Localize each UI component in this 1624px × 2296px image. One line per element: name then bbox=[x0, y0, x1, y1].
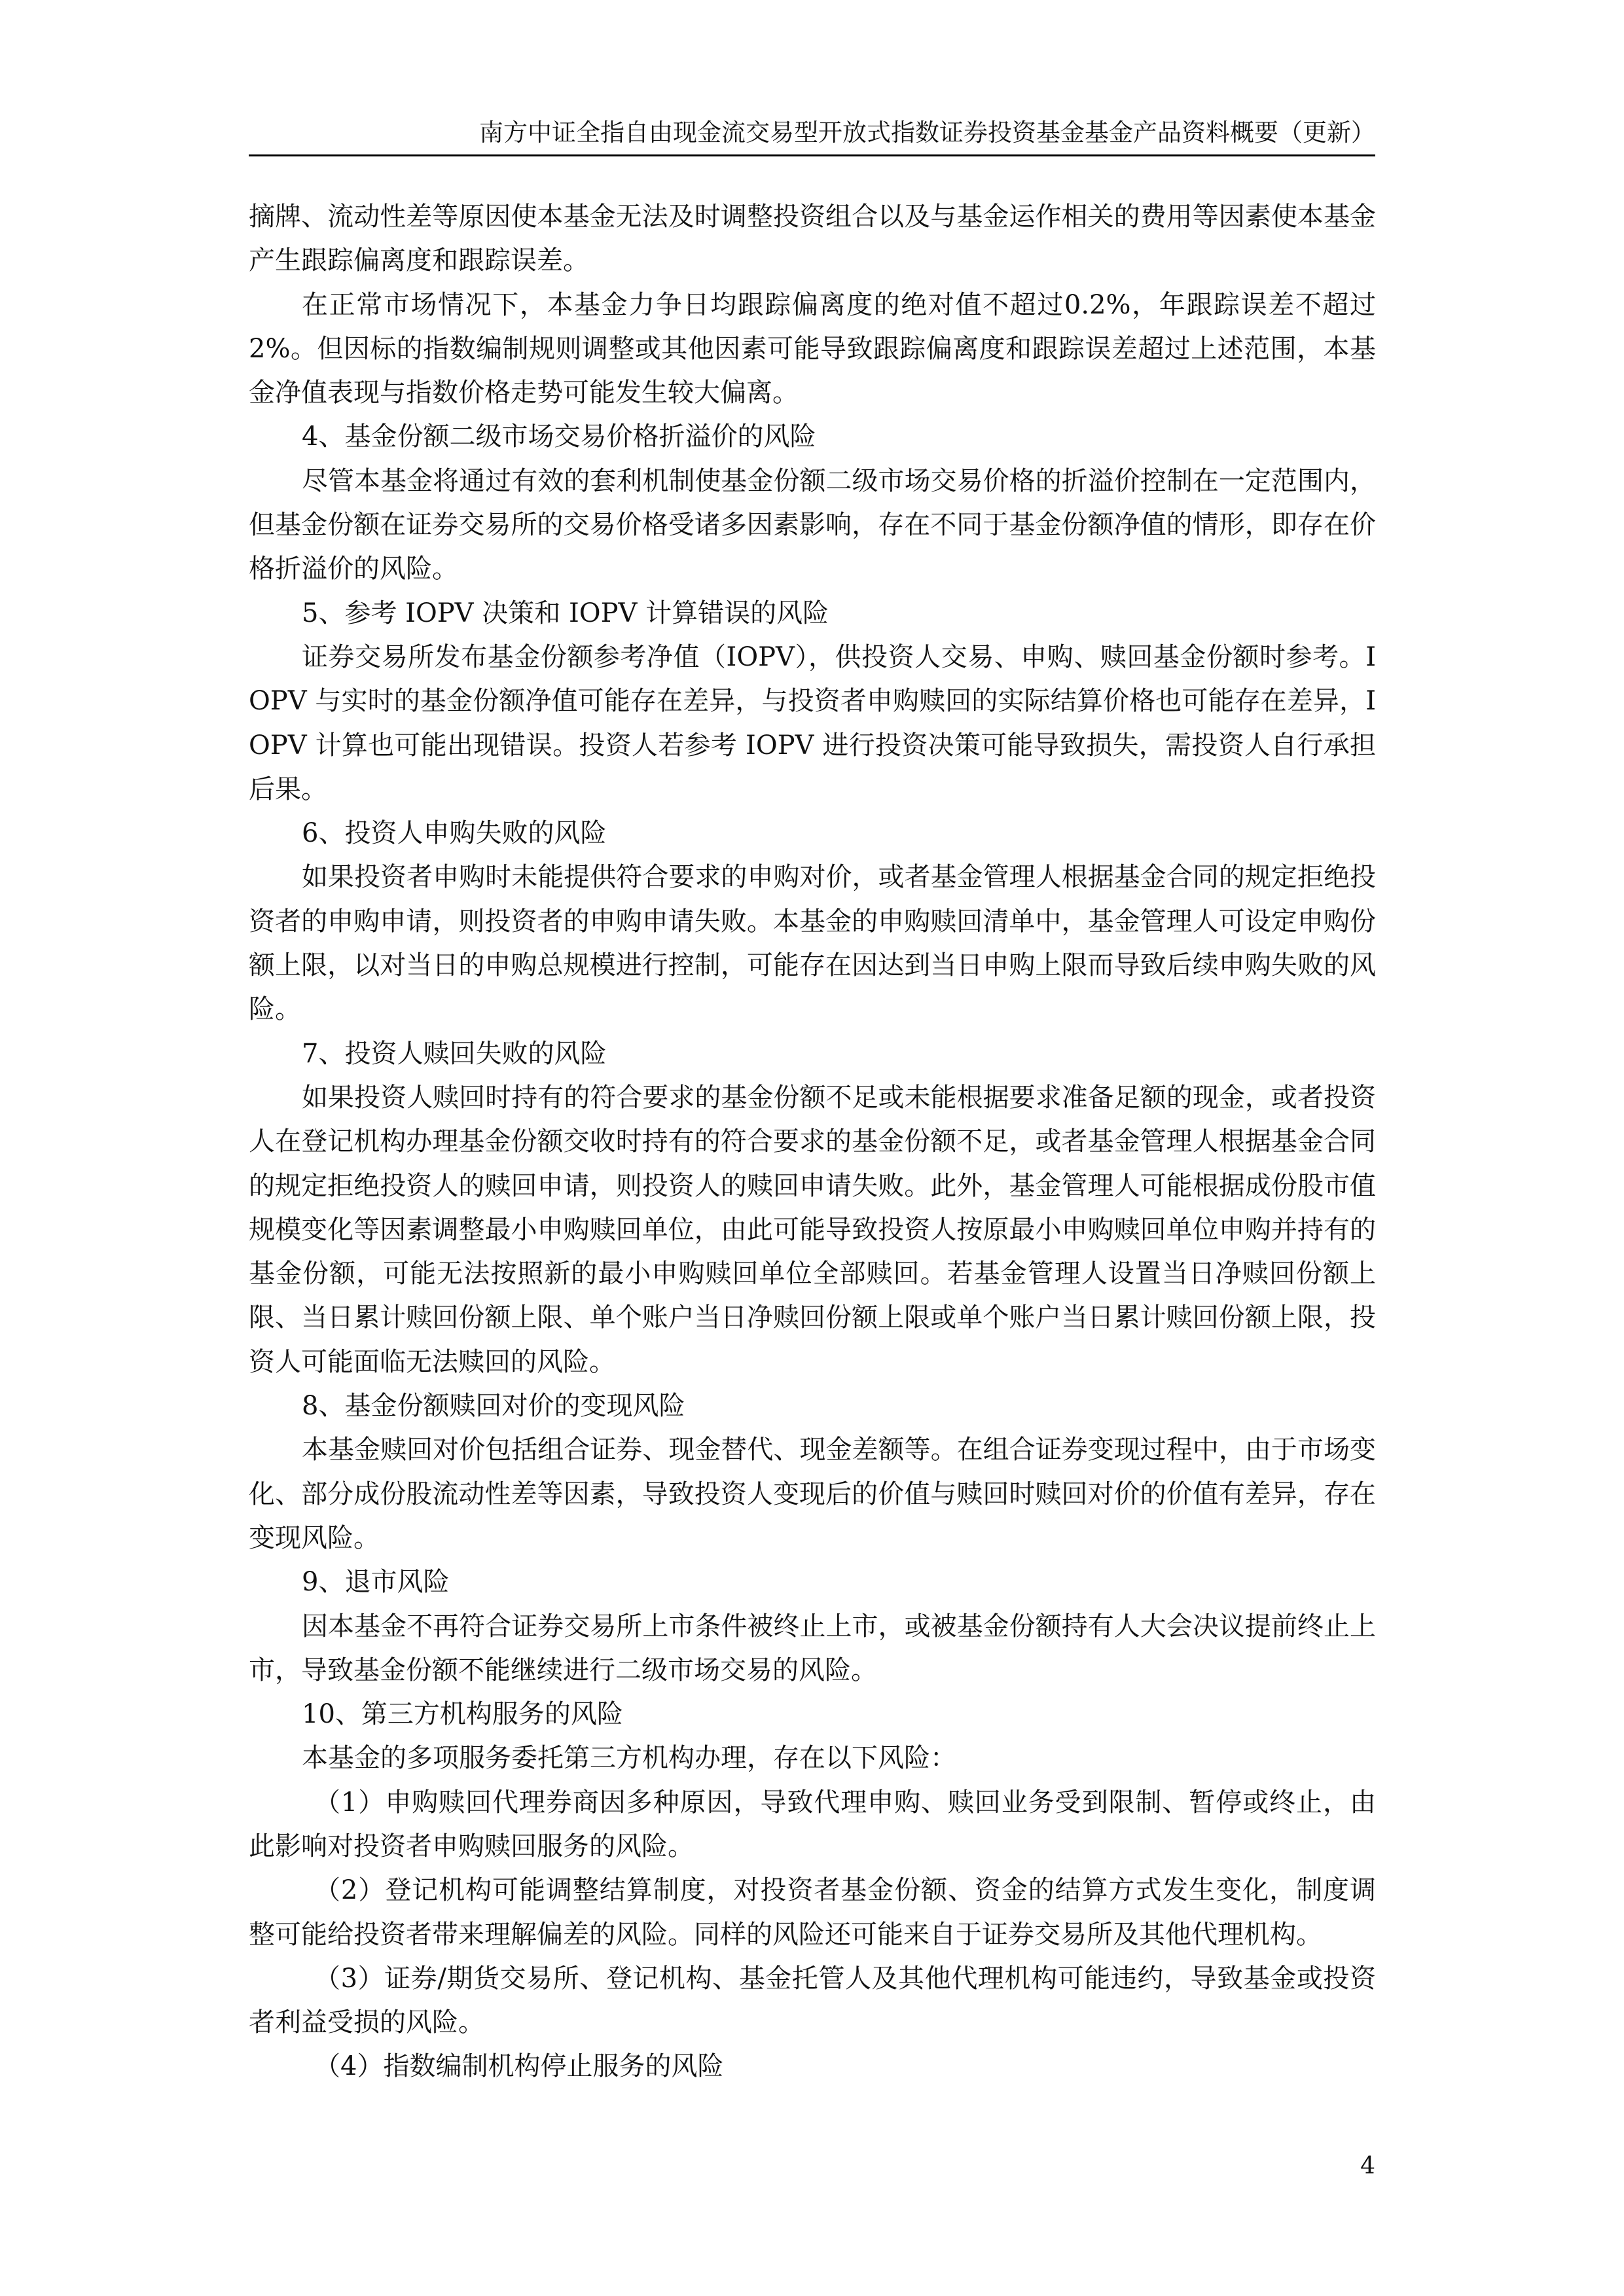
list-item-third-party-1: （1）申购赎回代理券商因多种原因，导致代理申购、赎回业务受到限制、暂停或终止，由此影响对投资者申购赎回服务的风险。 bbox=[249, 1787, 1376, 1861]
section-heading-iopv: 5、参考 IOPV 决策和 IOPV 计算错误的风险 bbox=[302, 598, 829, 628]
paragraph-liquidation-risk: 本基金赎回对价包括组合证券、现金替代、现金差额等。在组合证券变现过程中，由于市场变化、部分成份股流动性差等因素，导致投资人变现后的价值与赎回时赎回对价的价值有差异，存在变现风险。 bbox=[249, 1435, 1376, 1553]
section-heading-subscription-failure: 6、投资人申购失败的风险 bbox=[302, 818, 607, 849]
section-heading-third-party: 10、第三方机构服务的风险 bbox=[302, 1699, 623, 1730]
paragraph-delisting: 因本基金不再符合证券交易所上市条件被终止上市，或被基金份额持有人大会决议提前终止上市，导致基金份额不能继续进行二级市场交易的风险。 bbox=[249, 1611, 1376, 1685]
paragraph-redemption-failure: 如果投资人赎回时持有的符合要求的基金份额不足或未能根据要求准备足额的现金，或者投资人在登记机构办理基金份额交收时持有的符合要求的基金份额不足，或者基金管理人根据基金合同的规定拒绝投资人的赎回申请，则投资人的赎回申请失败。此外，基金管理人可能根据成份股市值规模变化等因素调整最小申购赎回单位，由此可能导致投资人按原最小申购赎回单位申购并持有的基金份额，可能无法按照新的最小申购赎回单位全部赎回。若基金管理人设置当日净赎回份额上限、当日累计赎回份额上限、单个账户当日净赎回份额上限或单个账户当日累计赎回份额上限，投资人可能面临无法赎回的风险。 bbox=[249, 1082, 1376, 1377]
section-heading-delisting: 9、退市风险 bbox=[302, 1567, 450, 1598]
paragraph-iopv: 证券交易所发布基金份额参考净值（IOPV），供投资人交易、申购、赎回基金份额时参考。IOPV 与实时的基金份额净值可能存在差异，与投资者申购赎回的实际结算价格也可能存在差异，IOPV 计算也可能出现错误。投资人若参考 IOPV 进行投资决策可能导致损失，需投资人自行承担后果。 bbox=[249, 641, 1376, 804]
section-heading-liquidation-risk: 8、基金份额赎回对价的变现风险 bbox=[302, 1391, 685, 1422]
list-item-third-party-4: （4）指数编制机构停止服务的风险 bbox=[314, 2051, 724, 2082]
page-number: 4 bbox=[1360, 2153, 1375, 2179]
document-title: 南方中证全指自由现金流交易型开放式指数证券投资基金基金产品资料概要（更新） bbox=[479, 118, 1375, 147]
section-heading-redemption-failure: 7、投资人赎回失败的风险 bbox=[302, 1038, 607, 1069]
paragraph-subscription-failure: 如果投资者申购时未能提供符合要求的申购对价，或者基金管理人根据基金合同的规定拒绝投资者的申购申请，则投资者的申购申请失败。本基金的申购赎回清单中，基金管理人可设定申购份额上限，以对当日的申购总规模进行控制，可能存在因达到当日申购上限而导致后续申购失败的风险。 bbox=[249, 862, 1376, 1025]
section-heading-premium-discount: 4、基金份额二级市场交易价格折溢价的风险 bbox=[302, 422, 816, 452]
paragraph-tracking-limits: 在正常市场情况下，本基金力争日均跟踪偏离度的绝对值不超过0.2%，年跟踪误差不超过2%。但因标的指数编制规则调整或其他因素可能导致跟踪偏离度和跟踪误差超过上述范围，本基金净值表现与指数价格走势可能发生较大偏离。 bbox=[249, 289, 1376, 408]
page-header bbox=[249, 111, 1375, 156]
paragraph-tracking-error-cont: 摘牌、流动性差等原因使本基金无法及时调整投资组合以及与基金运作相关的费用等因素使本基金产生跟踪偏离度和跟踪误差。 bbox=[249, 202, 1376, 276]
list-item-third-party-2: （2）登记机构可能调整结算制度，对投资者基金份额、资金的结算方式发生变化，制度调整可能给投资者带来理解偏差的风险。同样的风险还可能来自于证券交易所及其他代理机构。 bbox=[249, 1875, 1376, 1950]
list-item-third-party-3: （3）证券/期货交易所、登记机构、基金托管人及其他代理机构可能违约，导致基金或投资者利益受损的风险。 bbox=[249, 1963, 1376, 2038]
paragraph-third-party-intro: 本基金的多项服务委托第三方机构办理，存在以下风险： bbox=[302, 1743, 956, 1774]
paragraph-premium-discount: 尽管本基金将通过有效的套利机制使基金份额二级市场交易价格的折溢价控制在一定范围内，但基金份额在证券交易所的交易价格受诸多因素影响，存在不同于基金份额净值的情形，即存在价格折溢价的风险。 bbox=[249, 465, 1376, 584]
document-body bbox=[249, 195, 1376, 2089]
